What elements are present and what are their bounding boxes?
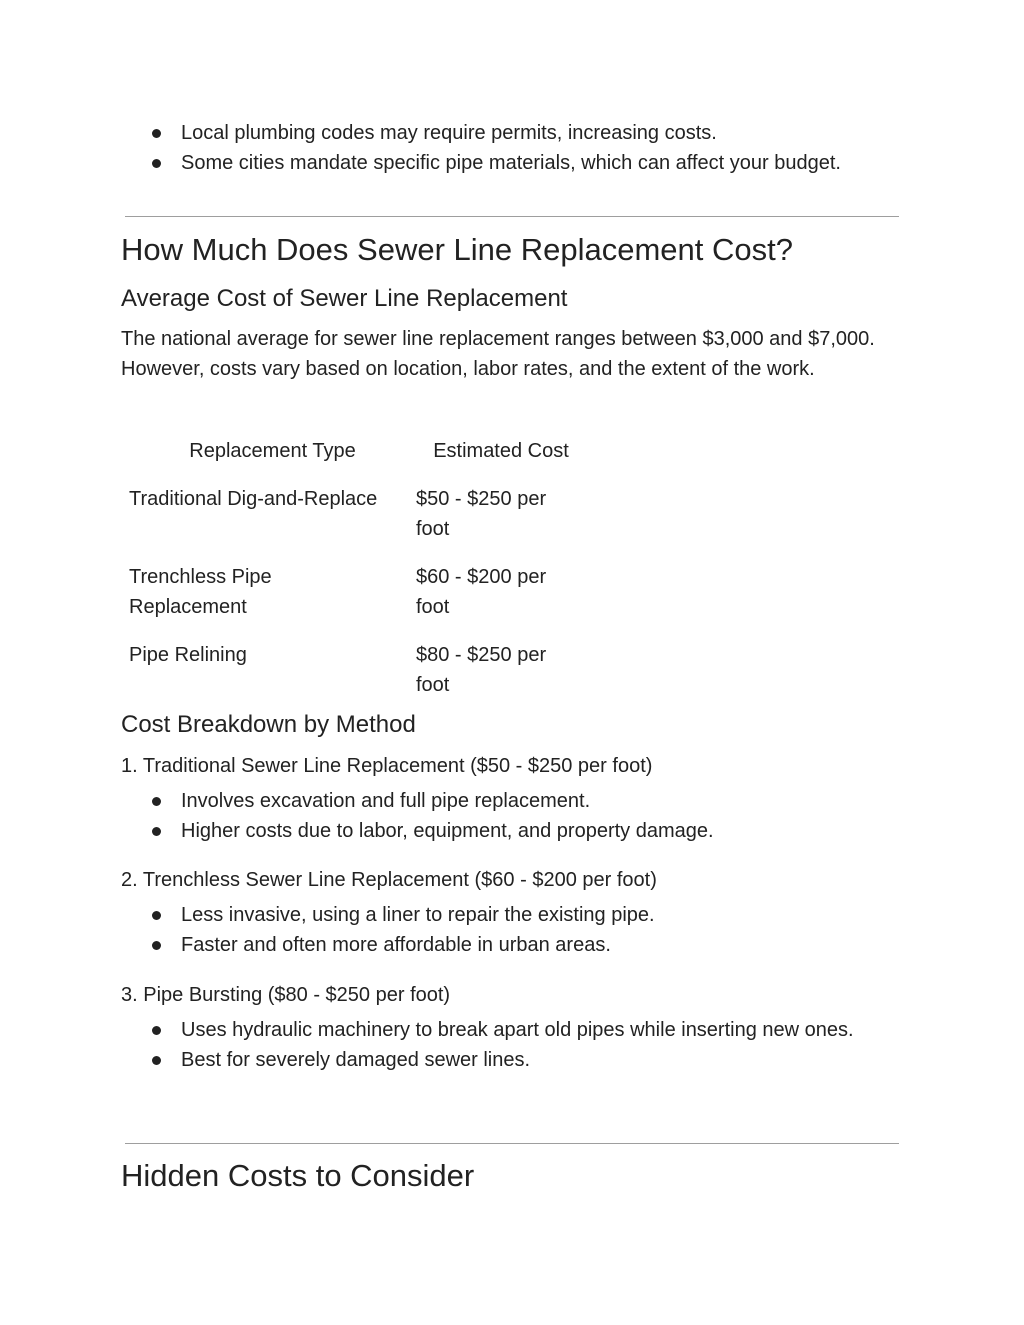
table-row [121,640,586,700]
bullet-icon [152,1026,161,1035]
cost-table [121,436,586,700]
bullet-icon [152,129,161,138]
header-replacement-type: Replacement Type [189,440,356,462]
replacement-type-cont: Replacement [129,596,247,618]
list-item: Best for severely damaged sewer lines. [121,1045,861,1075]
estimated-cost-unit: foot [416,596,450,618]
replacement-type: Trenchless Pipe [129,566,272,588]
replacement-type: Traditional Dig-and-Replace [129,488,378,510]
section-heading-cost: How Much Does Sewer Line Replacement Cost? [121,232,793,267]
list-item: Less invasive, using a liner to repair the existing pipe. [121,900,901,930]
table-header-row [121,436,586,484]
list-item: Involves excavation and full pipe replacement. [121,786,901,816]
bullet-icon [152,1056,161,1065]
method-bullet-list [121,900,901,960]
list-item: Local plumbing codes may require permits, increasing costs. [121,118,901,148]
subheading-cost-breakdown: Cost Breakdown by Method [121,711,416,738]
header-estimated-cost: Estimated Cost [433,440,569,462]
list-item: Faster and often more affordable in urban areas. [121,930,901,960]
estimated-cost: $60 - $200 per [416,566,547,588]
horizontal-divider [125,216,899,217]
average-cost-paragraph: The national average for sewer line replacement ranges between $3,000 and $7,000. However, costs vary based on location, labor rates, and the extent of the work. [121,328,875,380]
bullet-icon [152,827,161,836]
bullet-icon [152,911,161,920]
method-title: 1. Traditional Sewer Line Replacement ($50 - $250 per foot) [121,755,653,777]
list-item: Uses hydraulic machinery to break apart old pipes while inserting new ones. [121,1015,861,1045]
estimated-cost: $50 - $250 per [416,488,547,510]
list-item: Some cities mandate specific pipe materials, which can affect your budget. [121,148,901,178]
method-title: 3. Pipe Bursting ($80 - $250 per foot) [121,984,451,1006]
estimated-cost-unit: foot [416,674,450,696]
method-bullet-list [121,786,901,846]
method-bullet-list [121,1015,861,1075]
bullet-icon [152,159,161,168]
replacement-type: Pipe Relining [129,644,247,666]
section-heading-hidden-costs: Hidden Costs to Consider [121,1158,475,1193]
estimated-cost-unit: foot [416,518,450,540]
method-title: 2. Trenchless Sewer Line Replacement ($60 - $200 per foot) [121,869,657,891]
permit-bullet-list [121,118,901,178]
horizontal-divider [125,1143,899,1144]
list-item: Higher costs due to labor, equipment, and property damage. [121,816,901,846]
estimated-cost: $80 - $250 per [416,644,547,666]
table-row [121,484,586,562]
bullet-icon [152,941,161,950]
subheading-average-cost: Average Cost of Sewer Line Replacement [121,285,568,312]
bullet-icon [152,797,161,806]
table-row [121,562,586,640]
